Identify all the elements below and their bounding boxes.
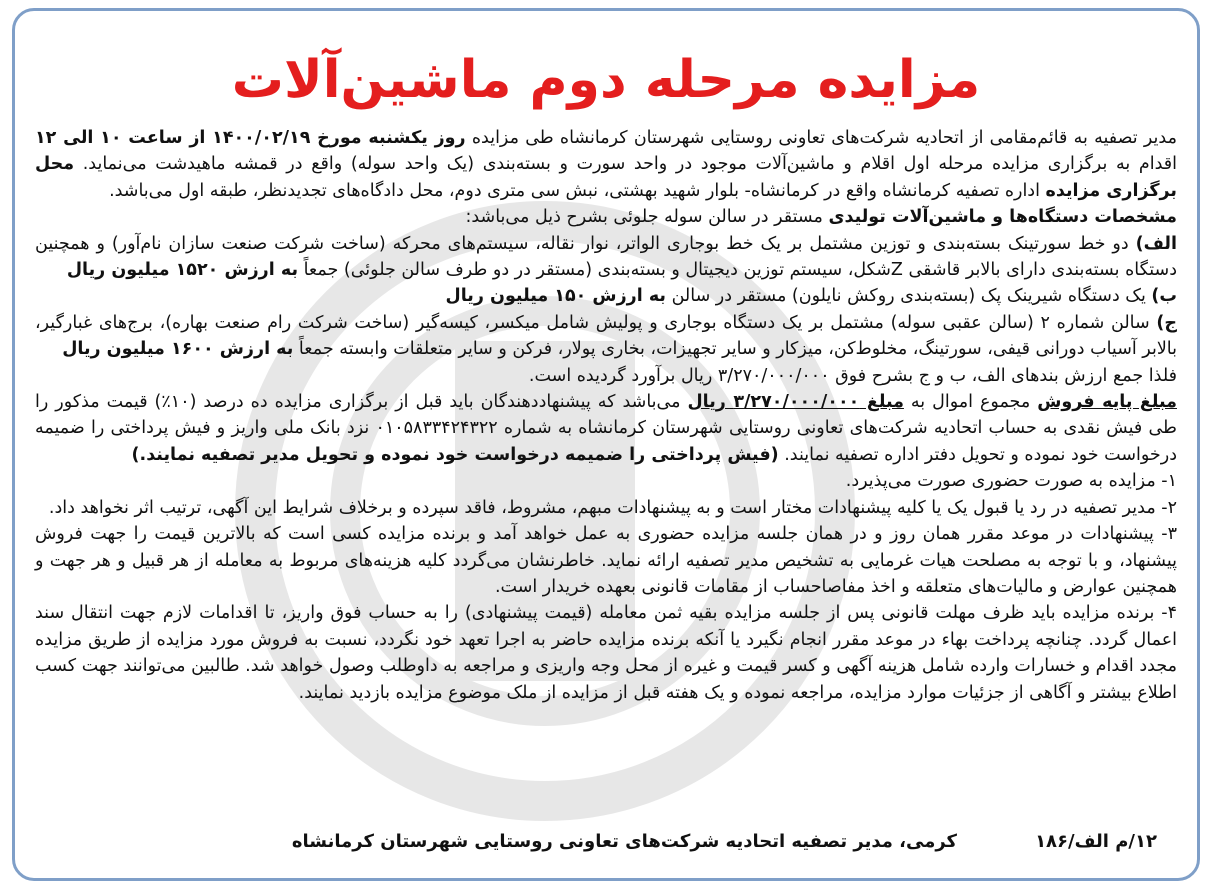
rule-1: ۱- مزایده به صورت حضوری صورت می‌پذیرد. xyxy=(845,471,1177,492)
footer xyxy=(55,828,1157,856)
rule-2: ۲- مدیر تصفیه در رد یا قبول یک یا کلیه پیشنهادات مختار است و به پیشنهادات مبهم، مشروط، فاقد سپرده و برخلاف شرایط این آگهی، ترتیب اثر نخواهد داد. xyxy=(48,497,1177,518)
total-line: فلذا جمع ارزش بندهای الف، ب و ج بشرح فوق ۳/۲۷۰/۰۰۰/۰۰۰ ریال برآورد گردیده است. xyxy=(528,365,1177,386)
notice-body xyxy=(35,125,1177,706)
base-price-paragraph: مبلغ پایه فروش مجموع اموال به مبلغ ۳/۲۷۰/۰۰۰/۰۰۰ ریال می‌باشد که پیشنهاددهندگان باید قبل از برگزاری مزایده ده درصد (۱۰٪) قیمت مذکور را طی فیش نقدی به حساب اتحادیه شرکت‌های تعاونی روستایی شهرستان کرمانشاه به شماره ۰۱۰۵۸۳۳۴۲۴۳۲۲ نزد بانک ملی واریز و فیش پرداختی را ضمیمه درخواست خود نموده و تحویل دفتر اداره تصفیه نمایند. (فیش پرداختی را ضمیمه درخواست خود نموده و تحویل مدیر تصفیه نمایند.) xyxy=(35,392,1177,465)
auction-date: روز یکشنبه مورخ ۱۴۰۰/۰۲/۱۹ از ساعت ۱۰ الی ۱۲ xyxy=(35,128,466,148)
item-c: ج) سالن شماره ۲ (سالن عقبی سوله) مشتمل بر یک دستگاه بوجاری و پولیش شامل میکسر، کیسه‌گیر (ساخت شرکت رام صنعت بهاره)، برج‌های غبارگیر، بالابر آسیاب دورانی قیفی، سورتینگ، مخلوط‌کن، میزکار و سایر تجهیزات، بخاری پولار، فرکن و سایر متعلقات وابسته جمعاً به ارزش ۱۶۰۰ میلیون ریال xyxy=(35,312,1177,360)
item-a-value: به ارزش ۱۵۲۰ میلیون ریال xyxy=(66,260,299,281)
page-title: مزایده مرحله دوم ماشین‌آلات xyxy=(231,50,981,110)
notice-code: ۱۲/م الف/۱۸۶ xyxy=(1035,831,1157,852)
item-b: ب) یک دستگاه شیرینک پک (بسته‌بندی روکش نایلون) مستقر در سالن به ارزش ۱۵۰ میلیون ریال xyxy=(445,286,1177,307)
venue-label: محل برگزاری مزایده xyxy=(35,154,1177,201)
specs-paragraph: مشخصات دستگاه‌ها و ماشین‌آلات تولیدی مستقر در سالن سوله جلوئی بشرح ذیل می‌باشد: xyxy=(465,207,1177,228)
base-price-label: مبلغ پایه فروش xyxy=(1037,392,1177,413)
rule-4: ۴- برنده مزایده باید ظرف مهلت قانونی پس از جلسه مزایده بقیه ثمن معامله (قیمت پیشنهادی) را به حساب فوق واریز، تا اقدامات لازم جهت انتقال سند اعمال گردد. چنانچه پرداخت بهاء در موعد مقرر انجام نگیرد یا آنکه برنده مزایده حاضر به اجرا تعهد خود نگردد، نسبت به فروش مورد مزایده از طریق مزایده مجدد اقدام و خسارات وارده شامل هزینه آگهی و کسر قیمت و غیره از محل وجه واریزی و مراجعه به داوطلب وصول خواهد شد. طالبین می‌توانند جهت کسب اطلاع بیشتر و آگاهی از جزئیات موارد مزایده، مراجعه نموده و یک هفته قبل از مزایده از ملک موضوع مزایده بازدید نمایند. xyxy=(35,603,1177,703)
base-price-amount: مبلغ ۳/۲۷۰/۰۰۰/۰۰۰ ریال xyxy=(687,392,904,413)
notice-frame xyxy=(12,8,1200,881)
item-a: الف) دو خط سورتینک بسته‌بندی و توزین مشتمل بر یک خط بوجاری الواتر، نوار نقاله، سیستم‌های محرکه (ساخت شرکت صنعت سازان نام‌آور) و همچنین دستگاه بسته‌بندی دارای بالابر قاشقی Zشکل، سیستم توزین دیجیتال و بسته‌بندی (مستقر در دو طرف سالن جلوئی) جمعاً به ارزش ۱۵۲۰ میلیون ریال xyxy=(35,233,1177,281)
signature: کرمی، مدیر تصفیه اتحادیه شرکت‌های تعاونی روستایی شهرستان کرمانشاه xyxy=(291,831,957,852)
item-b-value: به ارزش ۱۵۰ میلیون ریال xyxy=(445,286,667,307)
item-c-value: به ارزش ۱۶۰۰ میلیون ریال xyxy=(62,339,294,360)
rule-3: ۳- پیشنهادات در موعد مقرر همان روز و در همان جلسه مزایده حضوری به عمل خواهد آمد و برنده مزایده کسی است که بالاترین قیمت را جهت فروش پیشنهاد، و با توجه به مصلحت هیات غرمایی به تشخیص مدیر تصفیه ارائه نماید. خاطرنشان می‌گردد کلیه هزینه‌های مربوط به معامله از هر قبیل و هر جهت و همچنین عوارض و مالیات‌های متعلقه و اخذ مفاصاحساب از مقامات قانونی بعهده خریدار است. xyxy=(35,524,1177,597)
intro-paragraph: مدیر تصفیه به قائم‌مقامی از اتحادیه شرکت‌های تعاونی روستایی شهرستان کرمانشاه طی مزایده روز یکشنبه مورخ ۱۴۰۰/۰۲/۱۹ از ساعت ۱۰ الی ۱۲ اقدام به برگزاری مزایده مرحله اول اقلام و ماشین‌آلات موجود در واحد سورت و بسته‌بندی (یک واحد سوله) واقع در قمشه ماهیدشت می‌نماید. محل برگزاری مزایده اداره تصفیه کرمانشاه واقع در کرمانشاه- بلوار شهید بهشتی، نبش سی متری دوم، محل دادگاه‌های تجدیدنظر، طبقه اول می‌باشد. xyxy=(35,128,1177,201)
